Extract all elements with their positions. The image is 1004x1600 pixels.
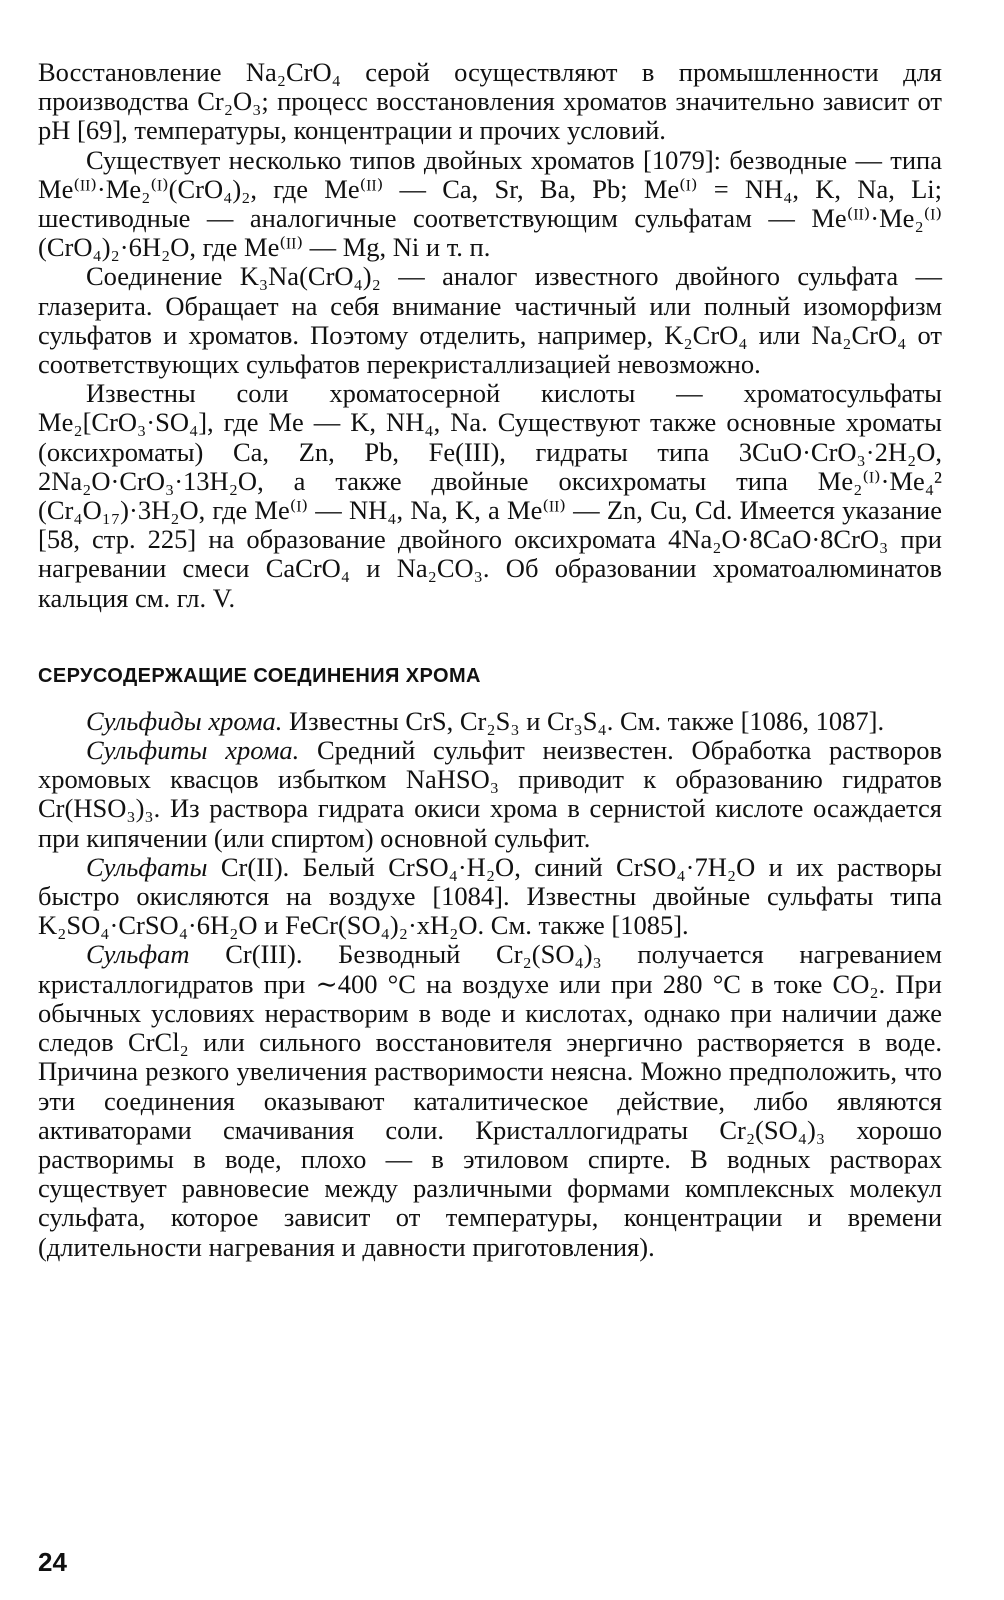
paragraph-sulfur-reduction: Восстановление Na₂CrO₄ серой осуществляют в промышленности для производства Cr₂O₃; процесс восстановления хроматов значительно зависит от pH [69], температуры, концентрации и прочих условий. [38,57,942,146]
paragraph-text: Средний сульфит неизвестен. Обработка растворов хромовых квасцов избытком NaHSO₃ приводит к образованию гидратов Cr(HSO₃)₃. Из раствора гидрата окиси хрома в сернистой кислоте осаждается при кипячении (или спиртом) основной сульфит. [38,735,943,853]
paragraph-double-chromates: Существует несколько типов двойных хроматов [1079]: безводные — типа Me⁽ᴵᴵ⁾·Me₂⁽ᴵ⁾(CrO₄)₂, где Me⁽ᴵᴵ⁾ — Ca, Sr, Ba, Pb; Me⁽ᴵ⁾ = NH₄, K, Na, Li; шестиводные — аналогичные соответствующим сульфатам — Me⁽ᴵᴵ⁾·Me₂⁽ᴵ⁾(CrO₄)₂·6H₂O, где Me⁽ᴵᴵ⁾ — Mg, Ni и т. п. [38,144,942,263]
paragraph-chromium-sulfides [38,707,942,736]
paragraph-text: Cr(III). Безводный Cr₂(SO₄)₃ получается нагреванием кристаллогидратов при ∼400 °C на воздухе или при 280 °C в токе CO₂. При обычных условиях нерастворим в воде и кислотах, однако при наличии даже следов CrCl₂ или сильного восстановителя энергично растворяется в воде. Причина резкого увеличения растворимости неясна. Можно предположить, что эти соединения оказывают каталитическое действие, либо являются активаторами смачивания соли. Кристаллогидраты Cr₂(SO₄)₃ хорошо растворимы в воде, плохо — в этиловом спирте. В водных растворах существует равновесие между различными формами комплексных молекул сульфата, которое зависит от температуры, концентрации и времени (длительности нагревания и давности приготовления). [38,939,942,1262]
paragraph-lead: Сульфиды хрома. [86,705,283,736]
paragraph-lead: Сульфат [86,939,190,970]
paragraph-chromatosulfates: Известны соли хроматосерной кислоты — хроматосульфаты Me₂[CrO₃·SO₄], где Me — K, NH₄, Na. Существуют также основные хроматы (оксихроматы) Ca, Zn, Pb, Fe(III), гидраты типа 3CuO·CrO₃·2H₂O, 2Na₂O·CrO₃·13H₂O, а также двойные оксихроматы типа Me₂⁽ᴵ⁾·Me₄² (Cr₄O₁₇)·3H₂O, где Me⁽ᴵ⁾ — NH₄, Na, K, а Me⁽ᴵᴵ⁾ — Zn, Cu, Cd. Имеется указание [58, стр. 225] на образование двойного оксихромата 4Na₂O·8CaO·8CrO₃ при нагревании смеси CaCrO₄ и Na₂CO₃. Об образовании хроматоалюминатов кальция см. гл. V. [38,378,942,613]
paragraph-lead: Сульфиты хрома. [86,735,300,766]
paragraph-lead: Сульфаты [86,851,208,882]
section-heading: СЕРУСОДЕРЖАЩИЕ СОЕДИНЕНИЯ ХРОМА [38,664,481,687]
page-content [38,58,942,1262]
paragraph-chromium-iii-sulfate [38,940,942,1261]
paragraph-glaserite-analog: Соединение K₃Na(CrO₄)₂ — аналог известного двойного сульфата — глазерита. Обращает на себя внимание частичный или полный изоморфизм сульфатов и хроматов. Поэтому отделить, например, K₂CrO₄ или Na₂CrO₄ от соответствующих сульфатов перекристаллизацией невозможно. [38,261,942,380]
paragraph-chromium-sulfites [38,736,942,853]
paragraph-chromium-ii-sulfates [38,853,942,941]
paragraph-text: Cr(II). Белый CrSO₄·H₂O, синий CrSO₄·7H₂O и их растворы быстро окисляются на воздухе [1084]. Известны двойные сульфаты типа K₂SO₄·CrSO₄·6H₂O и FeCr(SO₄)₂·xH₂O. См. также [1085]. [38,851,942,941]
paragraph-text: Известны CrS, Cr₂S₃ и Cr₃S₄. См. также [1086, 1087]. [282,705,885,736]
page-number: 24 [38,1547,67,1577]
